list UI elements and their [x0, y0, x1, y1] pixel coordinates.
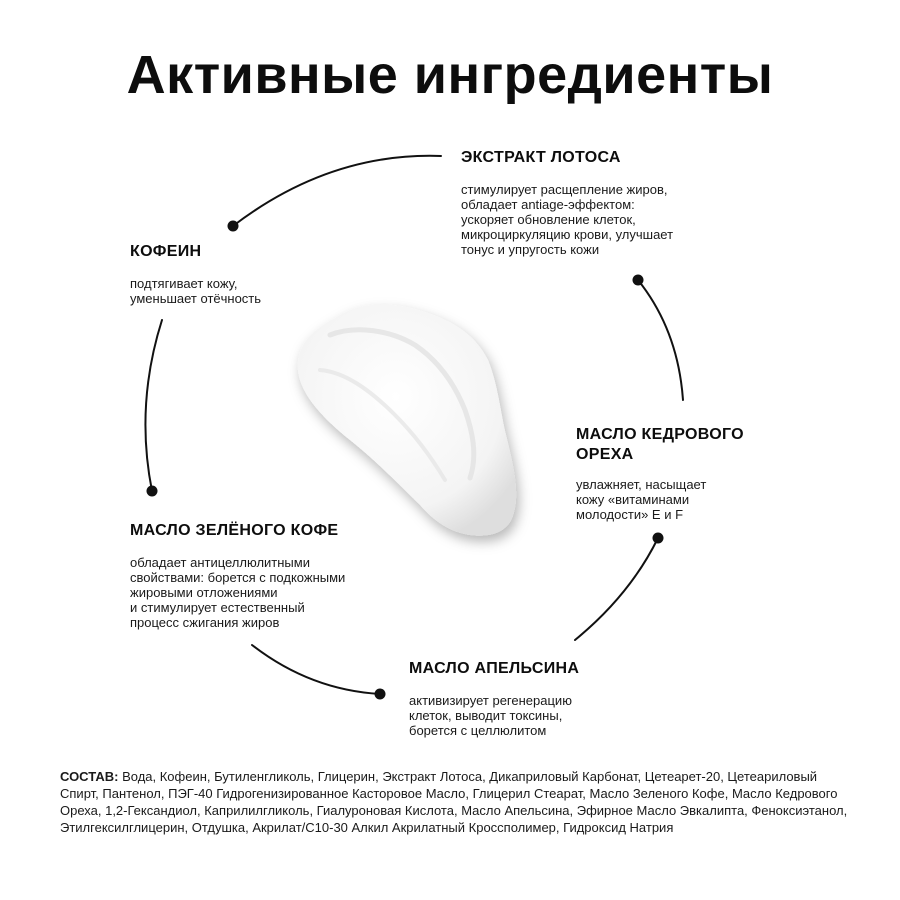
- ingredient-name: МАСЛО ЗЕЛЁНОГО КОФЕ: [130, 522, 339, 539]
- dot-caffeine: [228, 221, 239, 232]
- cream-smear-image: [298, 304, 516, 535]
- ingredient-lotus: [461, 148, 761, 257]
- arc-caffeine-to-green-coffee: [145, 320, 162, 491]
- arc-orange-to-cedar: [575, 538, 658, 640]
- page-title: Активные ингредиенты: [126, 45, 774, 105]
- composition-label: СОСТАВ:: [60, 769, 119, 784]
- ingredient-description: подтягивает кожу, уменьшает отёчность: [130, 276, 262, 306]
- arc-lotus-to-caffeine: [233, 156, 441, 226]
- dot-cedar: [653, 533, 664, 544]
- ingredient-orange: [409, 659, 669, 738]
- ingredient-description: обладает антицеллюлитными свойствами: борется с подкожными жировыми отложениями и стимулирует естественный процесс сжигания жиров: [130, 555, 346, 630]
- ingredient-cedar: [576, 425, 796, 522]
- ingredient-green-coffee: [130, 521, 430, 630]
- ingredient-name: КОФЕИН: [130, 243, 202, 260]
- composition-text: [60, 768, 850, 836]
- composition-list: Вода, Кофеин, Бутиленгликоль, Глицерин, Экстракт Лотоса, Дикаприловый Карбонат, Цетеарет-20, Цетеариловый Спирт, Пантенол, ПЭГ-40 Гидрогенизированное Касторовое Масло, Глицерил Стеарат, Масло Зеленого Кофе, Масло Кедрового Ореха, 1,2-Гександиол, Каприлилгликоль, Гиалуроновая Кислота, Масло Апельсина, Эфирное Масло Эвкалипта, Феноксиэтанол, Этилгексилглицерин, Отдушка, Акрилат/C10-30 Алкил Акрилатный Кроссполимер, Гидроксид Натрия: [60, 769, 848, 835]
- ingredient-description: активизирует регенерацию клеток, выводит токсины, борется с целлюлитом: [409, 693, 572, 738]
- ingredient-name: ЭКСТРАКТ ЛОТОСА: [461, 149, 621, 166]
- dot-lotus: [633, 275, 644, 286]
- dot-orange: [375, 689, 386, 700]
- ingredient-caffeine: [130, 242, 350, 306]
- arc-cedar-to-lotus: [638, 280, 683, 400]
- dot-green-coffee: [147, 486, 158, 497]
- ingredient-name: МАСЛО КЕДРОВОГО ОРЕХА: [576, 426, 744, 463]
- arc-green-coffee-to-orange: [252, 645, 380, 694]
- ingredient-description: стимулирует расщепление жиров, обладает antiage-эффектом: ускоряет обновление клеток, микроциркуляцию крови, улучшает тонус и упругость кожи: [461, 182, 674, 257]
- ingredient-name: МАСЛО АПЕЛЬСИНА: [409, 660, 580, 677]
- ingredient-description: увлажняет, насыщает кожу «витаминами молодости» E и F: [576, 477, 707, 522]
